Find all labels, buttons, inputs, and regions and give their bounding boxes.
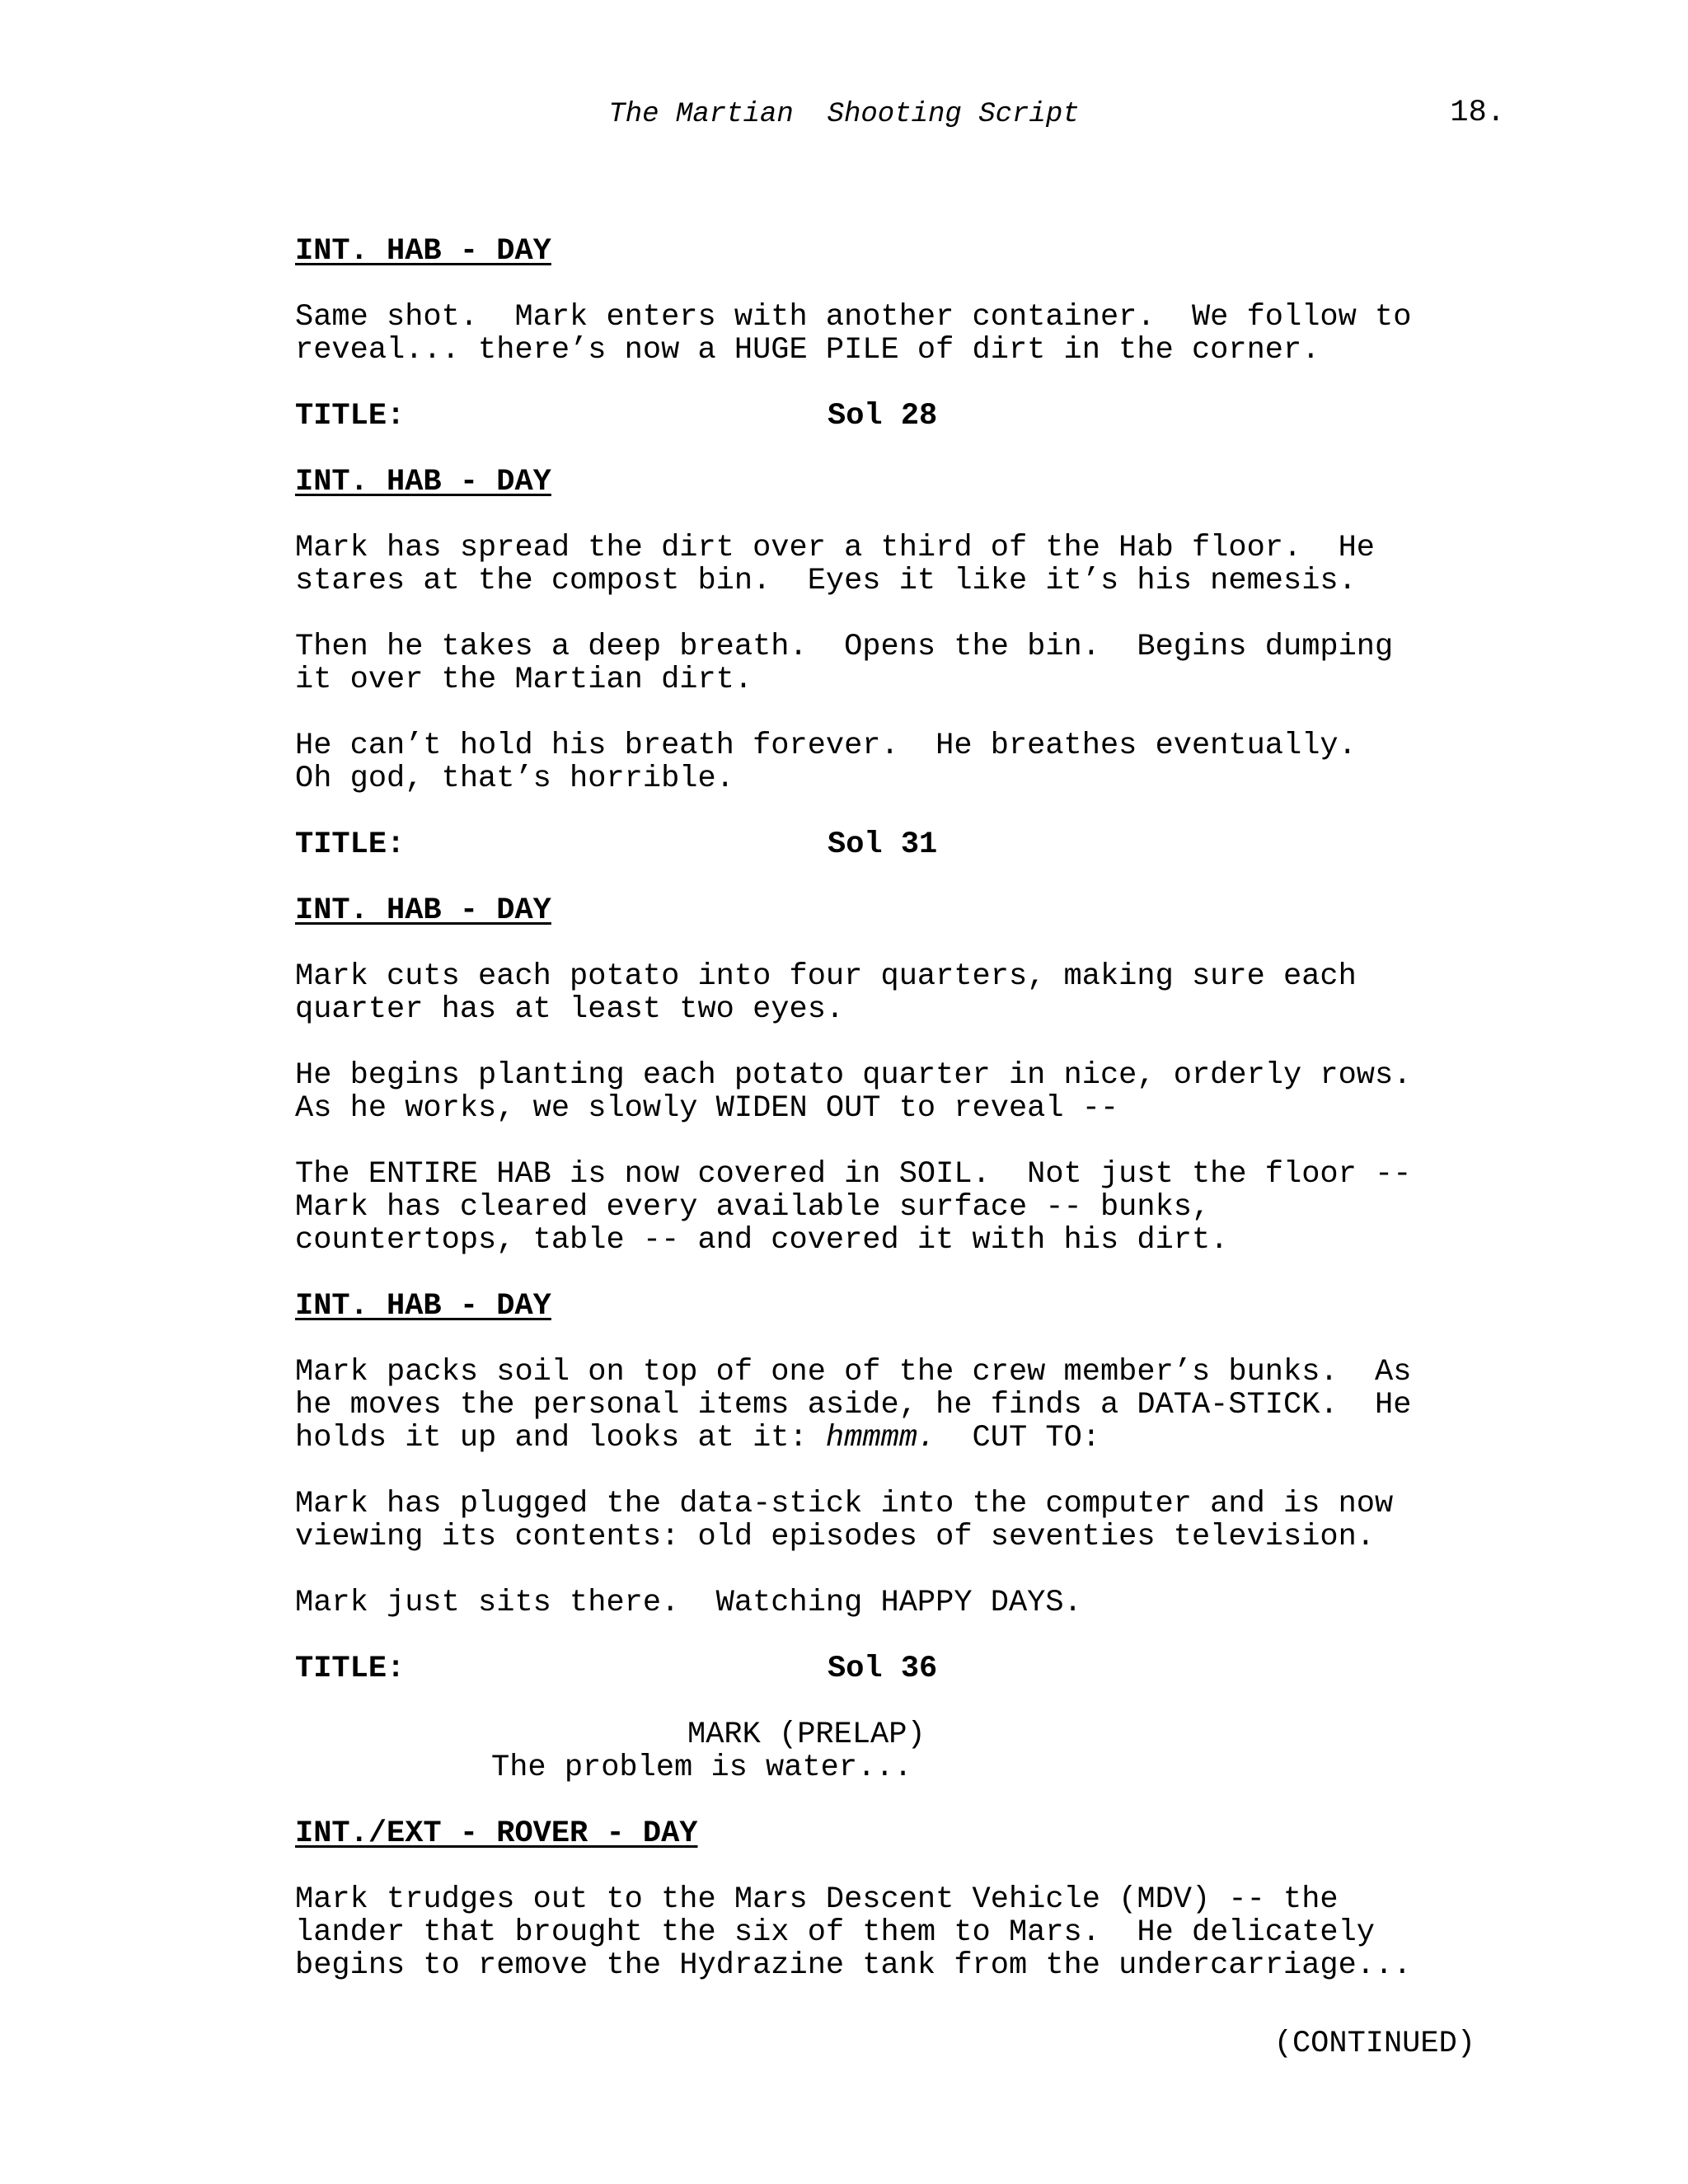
action-paragraph bbox=[295, 960, 1531, 1026]
action-paragraph bbox=[295, 1158, 1531, 1257]
action-line: viewing its contents: old episodes of seventies television. bbox=[295, 1520, 1376, 1554]
italic-text: hmmmm. bbox=[825, 1421, 936, 1455]
action-paragraph bbox=[295, 532, 1531, 598]
action-paragraph bbox=[295, 1059, 1531, 1125]
action-line: As he works, we slowly WIDEN OUT to reveal -- bbox=[295, 1091, 1119, 1126]
action-line: it over the Martian dirt. bbox=[295, 663, 753, 697]
page-number: 18. bbox=[1450, 96, 1505, 130]
text-segment: Mark packs soil on top of one of the crew member’s bunks. As bbox=[295, 1355, 1412, 1390]
title-label: TITLE: bbox=[295, 827, 406, 862]
scene-heading: INT. HAB - DAY bbox=[295, 893, 551, 928]
action-line: reveal... there’s now a HUGE PILE of dirt in the corner. bbox=[295, 333, 1320, 368]
title-card bbox=[295, 400, 1531, 433]
header-title: The Martian Shooting Script bbox=[608, 99, 1080, 130]
dialogue-line: The problem is water... bbox=[491, 1750, 912, 1785]
action-line: Same shot. Mark enters with another container. We follow to bbox=[295, 300, 1412, 335]
action-line: He can’t hold his breath forever. He breathes eventually. bbox=[295, 729, 1357, 763]
action-line: Mark just sits there. Watching HAPPY DAYS. bbox=[295, 1586, 1082, 1620]
continued-marker: (CONTINUED) bbox=[1273, 2027, 1475, 2061]
action-line: lander that brought the six of them to Mars. He delicately bbox=[295, 1915, 1376, 1950]
title-value: Sol 36 bbox=[828, 1652, 938, 1686]
action-paragraph bbox=[295, 301, 1531, 367]
action-line: stares at the compost bin. Eyes it like it’s his nemesis. bbox=[295, 564, 1357, 598]
scene-heading: INT. HAB - DAY bbox=[295, 234, 551, 269]
action-line: Oh god, that’s horrible. bbox=[295, 762, 734, 796]
title-card bbox=[295, 828, 1531, 861]
title-label: TITLE: bbox=[295, 1652, 406, 1686]
title-card bbox=[295, 1652, 1531, 1685]
action-line: Mark has spread the dirt over a third of the Hab floor. He bbox=[295, 531, 1376, 565]
scene-heading: INT. HAB - DAY bbox=[295, 1289, 551, 1324]
action-line: Mark cuts each potato into four quarters, making sure each bbox=[295, 959, 1357, 994]
action-line: Mark trudges out to the Mars Descent Vehicle (MDV) -- the bbox=[295, 1882, 1339, 1917]
action-line bbox=[295, 1389, 1531, 1422]
action-paragraph bbox=[295, 1586, 1531, 1619]
title-label: TITLE: bbox=[295, 399, 406, 434]
character-cue: MARK (PRELAP) bbox=[687, 1718, 926, 1752]
scene-heading: INT./EXT - ROVER - DAY bbox=[295, 1816, 698, 1851]
action-paragraph bbox=[295, 1488, 1531, 1554]
action-line: Then he takes a deep breath. Opens the bin. Begins dumping bbox=[295, 630, 1394, 664]
action-paragraph bbox=[295, 1883, 1531, 1982]
script-body bbox=[295, 235, 1531, 2015]
action-line: countertops, table -- and covered it with his dirt. bbox=[295, 1223, 1229, 1258]
action-paragraph bbox=[295, 729, 1531, 795]
title-value: Sol 28 bbox=[828, 399, 938, 434]
action-paragraph bbox=[295, 1356, 1531, 1455]
action-paragraph bbox=[295, 630, 1531, 696]
text-segment: he moves the personal items aside, he finds a DATA-STICK. He bbox=[295, 1388, 1412, 1422]
action-line bbox=[295, 1356, 1531, 1389]
action-line bbox=[295, 1422, 1531, 1455]
action-line: begins to remove the Hydrazine tank from the undercarriage... bbox=[295, 1948, 1412, 1983]
action-line: Mark has cleared every available surface -- bunks, bbox=[295, 1190, 1211, 1225]
action-line: quarter has at least two eyes. bbox=[295, 992, 845, 1027]
action-line: Mark has plugged the data-stick into the computer and is now bbox=[295, 1487, 1394, 1521]
action-line: He begins planting each potato quarter in nice, orderly rows. bbox=[295, 1058, 1412, 1093]
scene-heading: INT. HAB - DAY bbox=[295, 465, 551, 499]
text-segment: CUT TO: bbox=[935, 1421, 1100, 1455]
text-segment: holds it up and looks at it: bbox=[295, 1421, 826, 1455]
title-value: Sol 31 bbox=[828, 827, 938, 862]
action-line: The ENTIRE HAB is now covered in SOIL. Not just the floor -- bbox=[295, 1157, 1412, 1192]
